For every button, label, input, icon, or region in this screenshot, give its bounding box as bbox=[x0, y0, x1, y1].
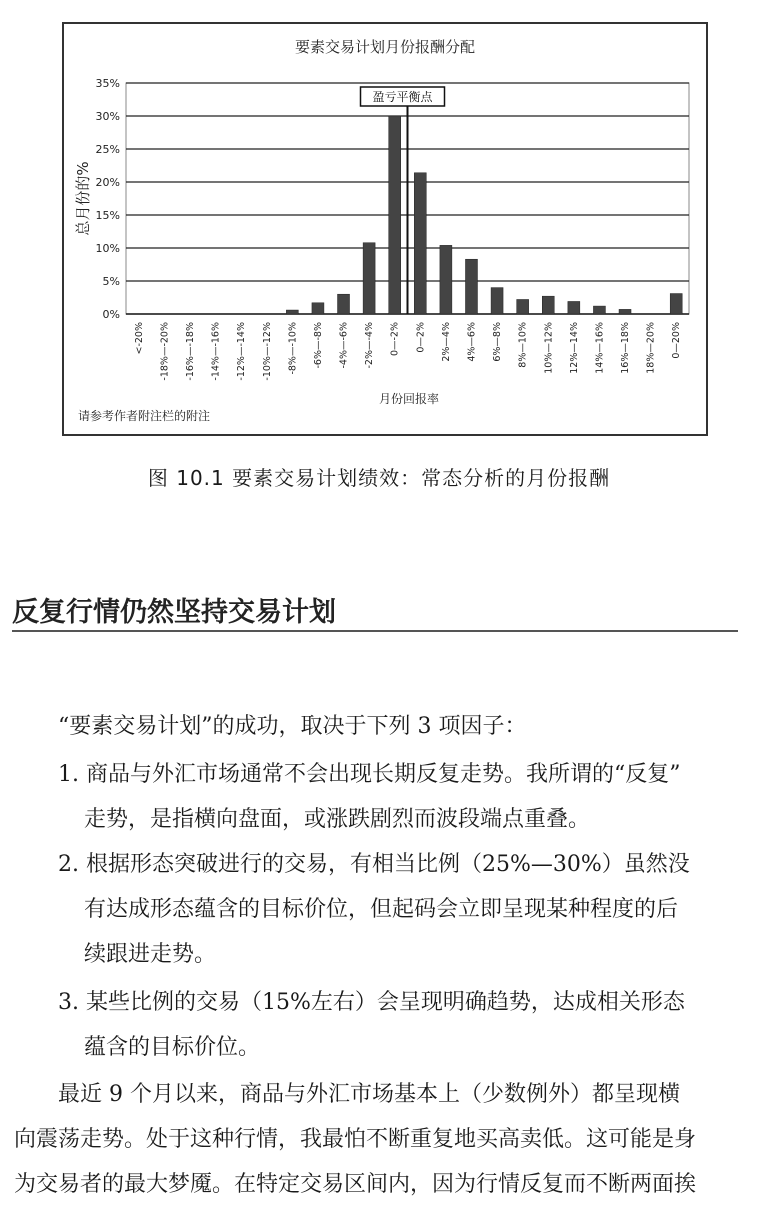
body-paragraph-line-2: 向震荡走势。处于这种行情，我最怕不断重复地买高卖低。这可能是身 bbox=[14, 1127, 697, 1152]
bar bbox=[593, 306, 605, 314]
x-tick-label: 0—2% bbox=[415, 322, 427, 353]
x-tick-label: -14%—-16% bbox=[210, 322, 222, 381]
x-tick-label: 18%—20% bbox=[645, 322, 657, 374]
y-tick-label: 10% bbox=[95, 242, 120, 255]
list-item-1-line-2: 走势，是指横向盘面，或涨跌剧烈而波段端点重叠。 bbox=[84, 807, 591, 832]
bar bbox=[363, 243, 375, 314]
bar bbox=[338, 294, 350, 314]
breakeven-annotation: 盈亏平衡点 bbox=[372, 90, 433, 104]
chart-note: 请参考作者附注栏的附注 bbox=[78, 409, 211, 423]
bar bbox=[619, 309, 631, 314]
list-item-2-line-3: 续跟进走势。 bbox=[84, 942, 217, 967]
bar bbox=[568, 301, 580, 314]
x-tick-label: -10%—-12% bbox=[261, 322, 273, 381]
body-paragraph-line-3: 为交易者的最大梦魇。在特定交易区间内，因为行情反复而不断两面挨 bbox=[14, 1172, 697, 1197]
x-tick-label: 6%—8% bbox=[492, 322, 504, 362]
x-tick-label: <-20% bbox=[133, 322, 145, 355]
x-tick-label: -18%—-20% bbox=[159, 322, 171, 381]
bar-chart bbox=[64, 24, 706, 434]
list-item-3-line-2: 蕴含的目标价位。 bbox=[84, 1035, 261, 1060]
x-tick-label: 2%—4% bbox=[440, 322, 452, 362]
x-tick-label: -4%—-6% bbox=[338, 322, 350, 369]
x-tick-label: -2%—-4% bbox=[364, 322, 376, 369]
y-tick-label: 15% bbox=[95, 209, 120, 222]
x-tick-label: -6%—-8% bbox=[312, 322, 324, 369]
x-tick-label: 8%—10% bbox=[517, 322, 529, 368]
x-tick-label: 10%—12% bbox=[543, 322, 555, 374]
y-tick-label: 35% bbox=[95, 77, 120, 90]
bar bbox=[517, 299, 529, 314]
section-heading: 反复行情仍然坚持交易计划 bbox=[12, 597, 336, 628]
chart-frame bbox=[62, 22, 708, 436]
body-paragraph-line-1: 最近 9 个月以来，商品与外汇市场基本上（少数例外）都呈现横 bbox=[58, 1082, 680, 1107]
chart-title: 要素交易计划月份报酬分配 bbox=[294, 38, 476, 56]
x-tick-label: 4%—6% bbox=[466, 322, 478, 362]
x-tick-label: 14%—16% bbox=[594, 322, 606, 374]
x-tick-label: -8%—-10% bbox=[287, 322, 299, 375]
y-axis-label: 总月份的% bbox=[74, 161, 92, 236]
list-item-2-line-1: 2. 根据形态突破进行的交易，有相当比例（25%—30%）虽然没 bbox=[58, 852, 690, 877]
section-divider bbox=[12, 630, 738, 632]
bar bbox=[440, 245, 452, 314]
y-tick-label: 25% bbox=[95, 143, 120, 156]
list-item-3-line-1: 3. 某些比例的交易（15%左右）会呈现明确趋势，达成相关形态 bbox=[58, 990, 685, 1015]
bar bbox=[542, 296, 554, 314]
y-tick-label: 5% bbox=[102, 275, 120, 288]
y-tick-label: 0% bbox=[102, 308, 120, 321]
bar bbox=[670, 294, 682, 314]
x-tick-label: 0—20% bbox=[671, 322, 683, 359]
x-tick-label: -16%—-18% bbox=[184, 322, 196, 381]
x-axis-label: 月份回报率 bbox=[378, 392, 440, 406]
bar bbox=[465, 259, 477, 314]
list-item-1-line-1: 1. 商品与外汇市场通常不会出现长期反复走势。我所谓的“反复” bbox=[58, 762, 681, 787]
x-tick-label: 16%—18% bbox=[620, 322, 632, 374]
bar bbox=[491, 288, 503, 314]
figure-caption: 图 10.1 要素交易计划绩效：常态分析的月份报酬 bbox=[147, 466, 611, 490]
bar bbox=[389, 116, 401, 314]
bar bbox=[286, 310, 298, 314]
y-tick-label: 30% bbox=[95, 110, 120, 123]
intro-paragraph: “要素交易计划”的成功，取决于下列 3 项因子： bbox=[58, 714, 527, 739]
x-tick-label: 12%—14% bbox=[568, 322, 580, 374]
bar bbox=[414, 173, 426, 314]
y-tick-label: 20% bbox=[95, 176, 120, 189]
x-tick-label: -12%—-14% bbox=[236, 322, 248, 381]
x-tick-label: 0—-2% bbox=[389, 322, 401, 357]
list-item-2-line-2: 有达成形态蕴含的目标价位，但起码会立即呈现某种程度的后 bbox=[84, 897, 679, 922]
bar bbox=[312, 303, 324, 314]
